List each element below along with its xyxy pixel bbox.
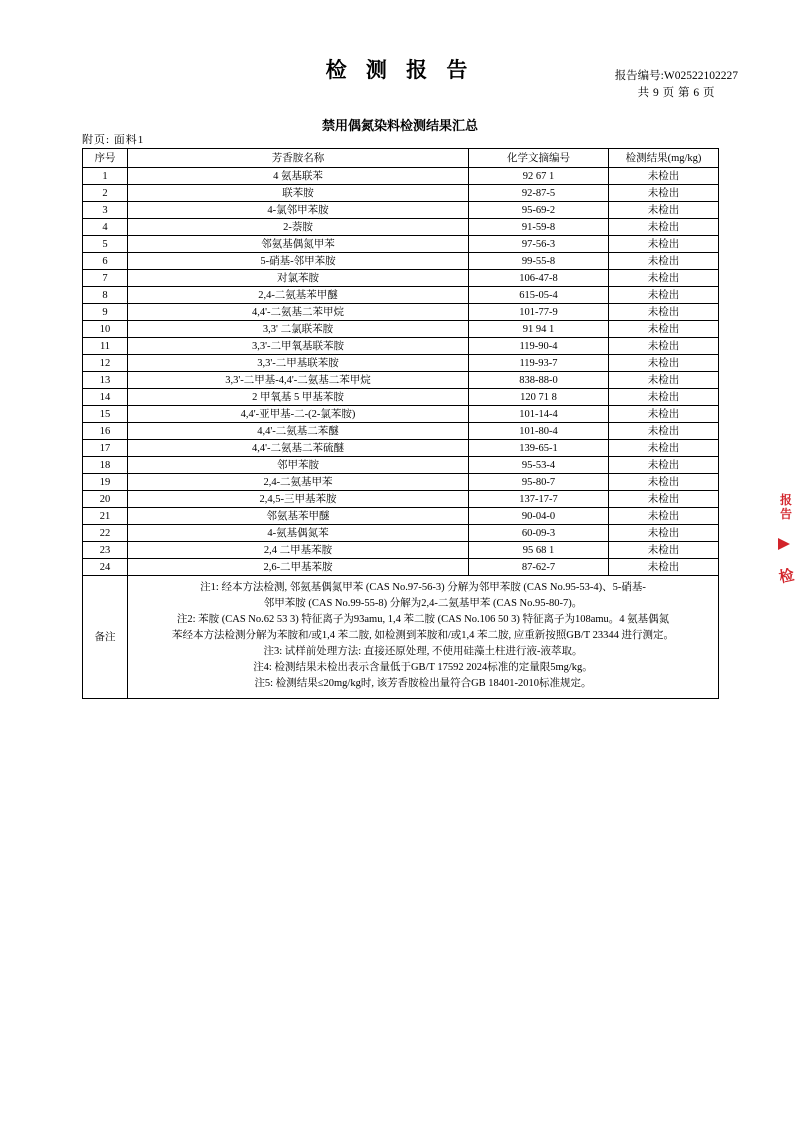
seal-text: 报告 — [780, 493, 793, 521]
table-row — [83, 508, 719, 525]
cell-result: 未检出 — [609, 236, 719, 253]
results-table-wrapper — [82, 148, 718, 699]
cell-result: 未检出 — [609, 338, 719, 355]
cell-result: 未检出 — [609, 253, 719, 270]
cell-result: 未检出 — [609, 491, 719, 508]
remark-content — [128, 576, 719, 699]
cell-result: 未检出 — [609, 304, 719, 321]
table-row — [83, 236, 719, 253]
cell-result: 未检出 — [609, 423, 719, 440]
cell-cas-number: 90-04-0 — [469, 508, 609, 525]
remark-row — [83, 576, 719, 699]
cell-index: 4 — [83, 219, 128, 236]
remark-line: 注5: 检测结果≤20mg/kg时, 该芳香胺检出量符合GB 18401-2010标准规定。 — [254, 678, 592, 689]
cell-amine-name: 4,4'-亚甲基-二-(2-氯苯胺) — [128, 406, 469, 423]
cell-result: 未检出 — [609, 440, 719, 457]
remark-line: 注1: 经本方法检测, 邻氨基偶氮甲苯 (CAS No.97-56-3) 分解为邻甲苯胺 (CAS No.95-53-4)、5-硝基- — [200, 582, 646, 593]
table-header-row — [83, 149, 719, 168]
cell-index: 20 — [83, 491, 128, 508]
cell-cas-number: 87-62-7 — [469, 559, 609, 576]
cell-amine-name: 4 氨基联苯 — [128, 168, 469, 185]
remark-line: 注4: 检测结果未检出表示含量低于GB/T 17592 2024标准的定量限5mg/kg。 — [253, 662, 593, 673]
table-row — [83, 525, 719, 542]
cell-amine-name: 4-氨基偶氮苯 — [128, 525, 469, 542]
cell-result: 未检出 — [609, 372, 719, 389]
cell-cas-number: 99-55-8 — [469, 253, 609, 270]
cell-index: 19 — [83, 474, 128, 491]
cell-amine-name: 邻氨基苯甲醚 — [128, 508, 469, 525]
cell-result: 未检出 — [609, 406, 719, 423]
table-row — [83, 440, 719, 457]
results-table — [82, 148, 719, 699]
cell-index: 9 — [83, 304, 128, 321]
cell-result: 未检出 — [609, 270, 719, 287]
cell-amine-name: 2,4-二氨基苯甲醚 — [128, 287, 469, 304]
table-row — [83, 423, 719, 440]
table-row — [83, 321, 719, 338]
cell-index: 1 — [83, 168, 128, 185]
cell-cas-number: 101-14-4 — [469, 406, 609, 423]
cell-result: 未检出 — [609, 355, 719, 372]
cell-result: 未检出 — [609, 202, 719, 219]
cell-amine-name: 4,4'-二氨基二苯甲烷 — [128, 304, 469, 321]
remark-label: 备注 — [83, 576, 128, 699]
cell-cas-number: 838-88-0 — [469, 372, 609, 389]
remark-line: 注2: 苯胺 (CAS No.62 53 3) 特征离子为93amu, 1,4 苯二胺 (CAS No.106 50 3) 特征离子为108amu。4 氨基偶氮 — [176, 614, 670, 625]
cell-index: 23 — [83, 542, 128, 559]
table-row — [83, 270, 719, 287]
table-row — [83, 474, 719, 491]
cell-amine-name: 2-萘胺 — [128, 219, 469, 236]
cell-index: 6 — [83, 253, 128, 270]
page-count: 共 9 页 第 6 页 — [637, 87, 716, 99]
red-seal-partial — [778, 493, 800, 603]
cell-index: 7 — [83, 270, 128, 287]
cell-cas-number: 615-05-4 — [469, 287, 609, 304]
cell-index: 8 — [83, 287, 128, 304]
cell-cas-number: 95-80-7 — [469, 474, 609, 491]
table-row — [83, 304, 719, 321]
cell-result: 未检出 — [609, 219, 719, 236]
seal-arrow-icon — [778, 533, 790, 555]
cell-index: 5 — [83, 236, 128, 253]
cell-result: 未检出 — [609, 185, 719, 202]
cell-result: 未检出 — [609, 474, 719, 491]
cell-cas-number: 92-87-5 — [469, 185, 609, 202]
cell-cas-number: 95-53-4 — [469, 457, 609, 474]
cell-result: 未检出 — [609, 389, 719, 406]
cell-amine-name: 2,6-二甲基苯胺 — [128, 559, 469, 576]
column-header-amine-name: 芳香胺名称 — [128, 149, 469, 168]
column-header-result: 检测结果(mg/kg) — [609, 149, 719, 168]
cell-result: 未检出 — [609, 508, 719, 525]
cell-amine-name: 邻氨基偶氮甲苯 — [128, 236, 469, 253]
page-title: 检 测 报 告 — [325, 58, 475, 82]
cell-index: 21 — [83, 508, 128, 525]
cell-amine-name: 3,3' 二氯联苯胺 — [128, 321, 469, 338]
table-row — [83, 457, 719, 474]
table-row — [83, 406, 719, 423]
remark-line: 苯经本方法检测分解为苯胺和/或1,4 苯二胺, 如检测到苯胺和/或1,4 苯二胺, 应重新按照GB/T 23344 进行测定。 — [171, 630, 675, 641]
cell-amine-name: 2,4,5-三甲基苯胺 — [128, 491, 469, 508]
cell-cas-number: 95 68 1 — [469, 542, 609, 559]
table-row — [83, 168, 719, 185]
cell-amine-name: 4,4'-二氨基二苯醚 — [128, 423, 469, 440]
cell-amine-name: 联苯胺 — [128, 185, 469, 202]
cell-cas-number: 101-80-4 — [469, 423, 609, 440]
report-number: 报告编号:W02522102227 — [614, 70, 738, 82]
cell-cas-number: 97-56-3 — [469, 236, 609, 253]
cell-cas-number: 91 94 1 — [469, 321, 609, 338]
cell-index: 10 — [83, 321, 128, 338]
column-header-index: 序号 — [83, 149, 128, 168]
cell-index: 18 — [83, 457, 128, 474]
cell-result: 未检出 — [609, 321, 719, 338]
cell-cas-number: 60-09-3 — [469, 525, 609, 542]
table-row — [83, 202, 719, 219]
cell-index: 15 — [83, 406, 128, 423]
cell-amine-name: 2,4 二甲基苯胺 — [128, 542, 469, 559]
cell-amine-name: 对氯苯胺 — [128, 270, 469, 287]
table-row — [83, 253, 719, 270]
remark-line: 注3: 试样前处理方法: 直接还原处理, 不使用硅藻土柱进行液-液萃取。 — [263, 646, 583, 657]
cell-result: 未检出 — [609, 525, 719, 542]
cell-result: 未检出 — [609, 287, 719, 304]
cell-amine-name: 4-氯邻甲苯胺 — [128, 202, 469, 219]
cell-index: 14 — [83, 389, 128, 406]
cell-cas-number: 120 71 8 — [469, 389, 609, 406]
cell-amine-name: 5-硝基-邻甲苯胺 — [128, 253, 469, 270]
cell-cas-number: 119-93-7 — [469, 355, 609, 372]
cell-cas-number: 95-69-2 — [469, 202, 609, 219]
cell-amine-name: 3,3'-二甲基联苯胺 — [128, 355, 469, 372]
cell-result: 未检出 — [609, 559, 719, 576]
cell-index: 24 — [83, 559, 128, 576]
results-table-body — [83, 168, 719, 576]
cell-cas-number: 101-77-9 — [469, 304, 609, 321]
table-row — [83, 559, 719, 576]
table-row — [83, 219, 719, 236]
table-row — [83, 338, 719, 355]
cell-index: 13 — [83, 372, 128, 389]
cell-amine-name: 2,4-二氨基甲苯 — [128, 474, 469, 491]
cell-cas-number: 139-65-1 — [469, 440, 609, 457]
cell-amine-name: 邻甲苯胺 — [128, 457, 469, 474]
table-row — [83, 389, 719, 406]
table-row — [83, 355, 719, 372]
table-row — [83, 287, 719, 304]
cell-index: 2 — [83, 185, 128, 202]
seal-mark: 检 — [778, 567, 796, 587]
cell-result: 未检出 — [609, 542, 719, 559]
cell-cas-number: 92 67 1 — [469, 168, 609, 185]
cell-index: 16 — [83, 423, 128, 440]
cell-cas-number: 91-59-8 — [469, 219, 609, 236]
report-number-block — [615, 68, 738, 102]
cell-amine-name: 4,4'-二氨基二苯硫醚 — [128, 440, 469, 457]
section-title: 禁用偶氮染料检测结果汇总 — [321, 118, 478, 133]
column-header-cas: 化学文摘编号 — [469, 149, 609, 168]
remark-line: 邻甲苯胺 (CAS No.99-55-8) 分解为2,4-二氨基甲苯 (CAS No.95-80-7)。 — [263, 598, 583, 609]
annex-label: 附页: 面料1 — [82, 134, 145, 146]
cell-cas-number: 137-17-7 — [469, 491, 609, 508]
cell-amine-name: 3,3'-二甲氧基联苯胺 — [128, 338, 469, 355]
cell-index: 11 — [83, 338, 128, 355]
table-row — [83, 185, 719, 202]
cell-index: 22 — [83, 525, 128, 542]
cell-amine-name: 2 甲氧基 5 甲基苯胺 — [128, 389, 469, 406]
cell-result: 未检出 — [609, 457, 719, 474]
cell-cas-number: 106-47-8 — [469, 270, 609, 287]
cell-amine-name: 3,3'-二甲基-4,4'-二氨基二苯甲烷 — [128, 372, 469, 389]
cell-index: 12 — [83, 355, 128, 372]
cell-index: 17 — [83, 440, 128, 457]
table-row — [83, 491, 719, 508]
table-row — [83, 372, 719, 389]
cell-cas-number: 119-90-4 — [469, 338, 609, 355]
table-row — [83, 542, 719, 559]
cell-index: 3 — [83, 202, 128, 219]
cell-result: 未检出 — [609, 168, 719, 185]
